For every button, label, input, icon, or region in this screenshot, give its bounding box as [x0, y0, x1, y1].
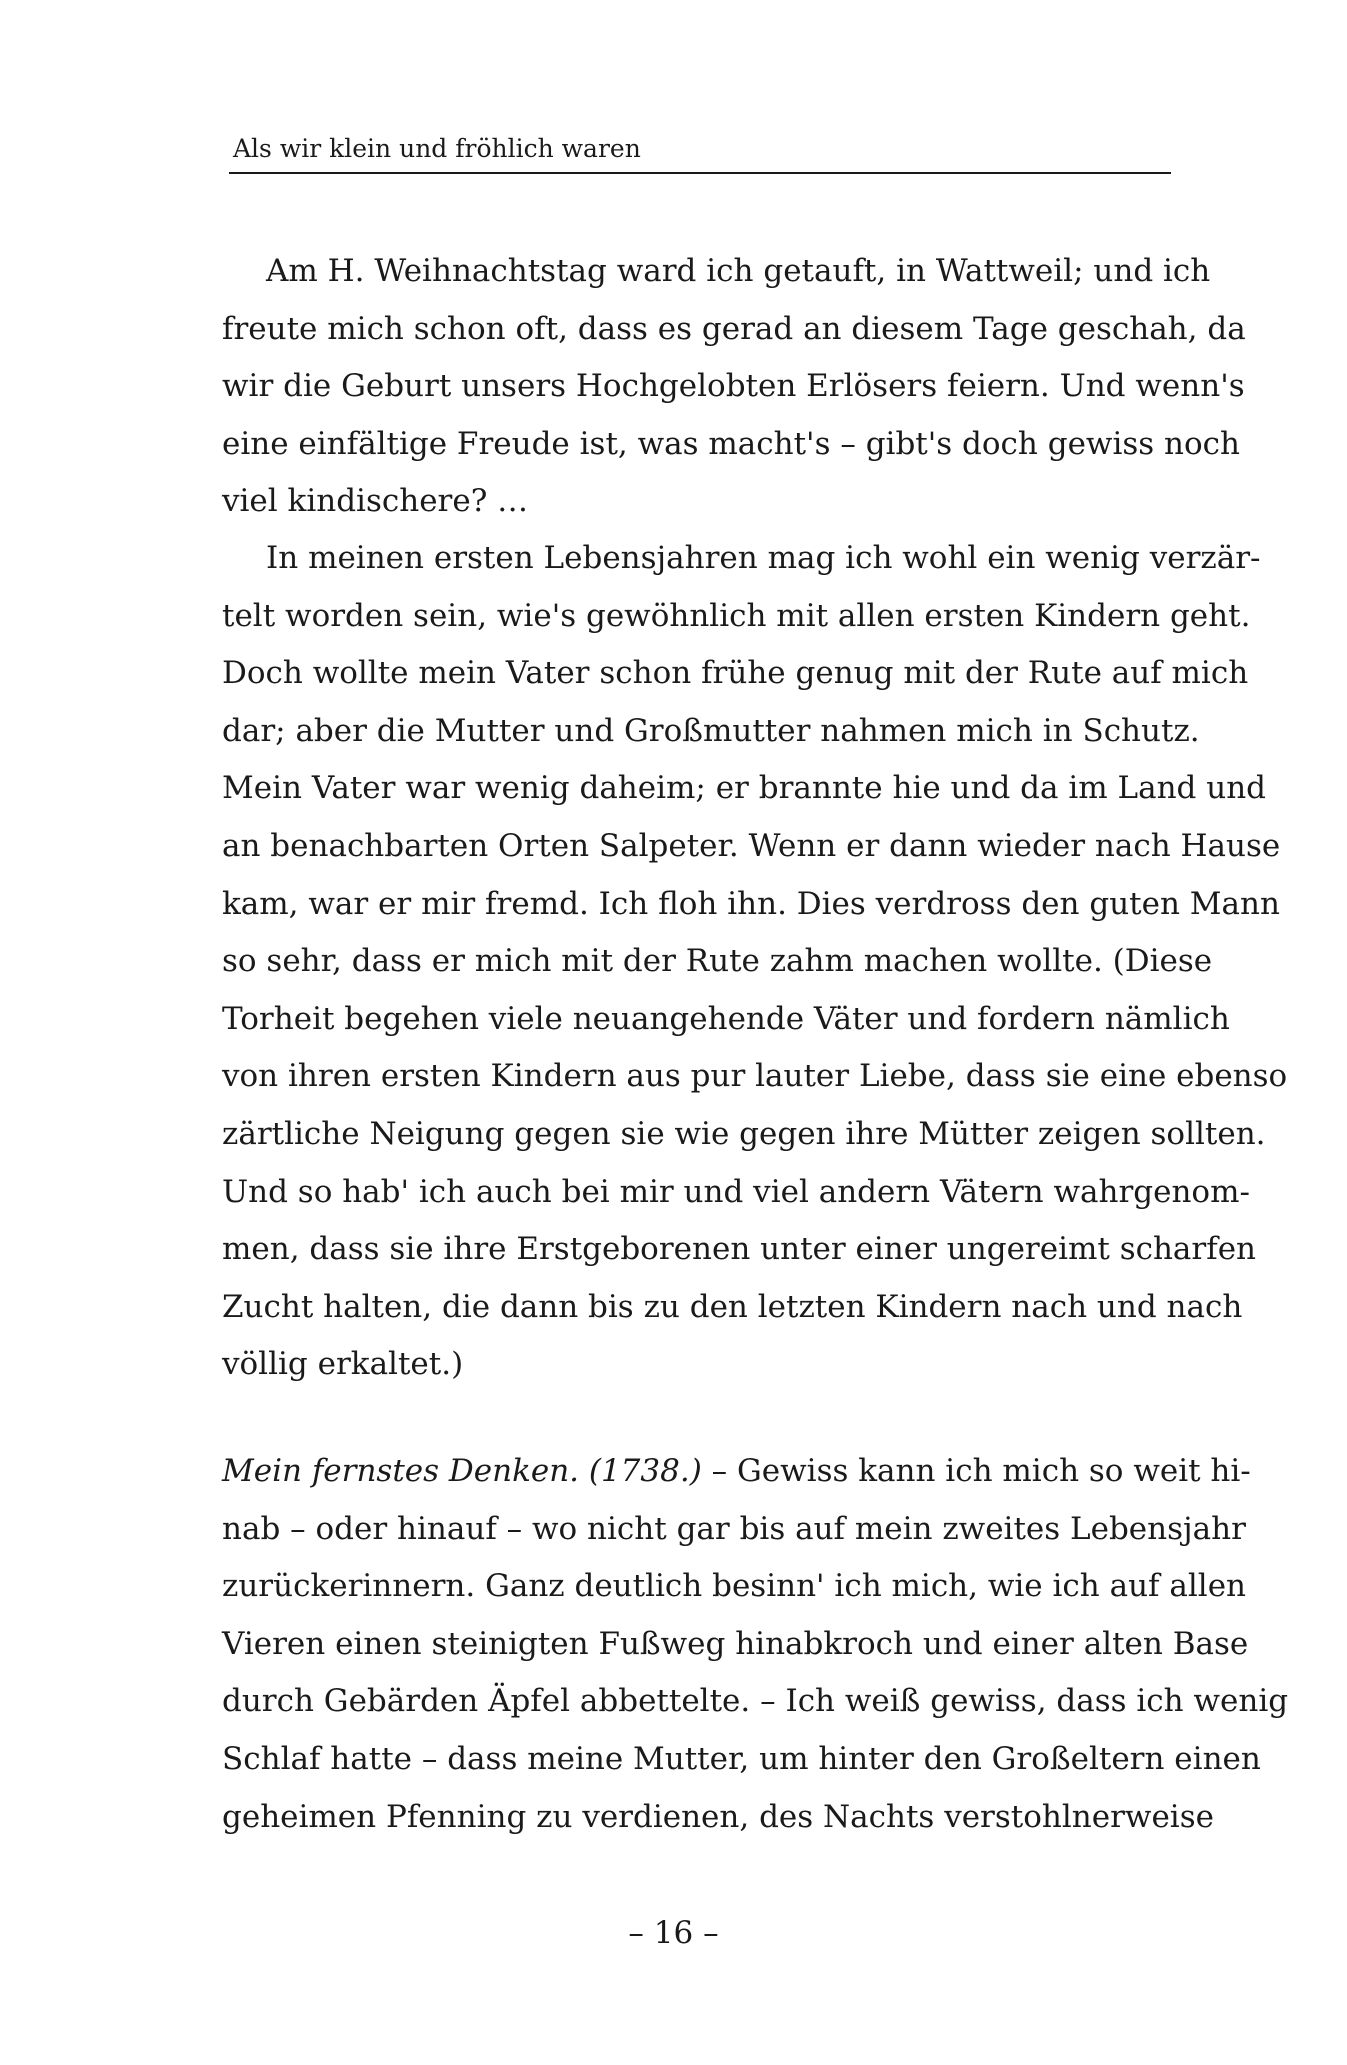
text-line [222, 1443, 1251, 1501]
text-line: Mein Vater war wenig daheim; er brannte hie und da im Land und [222, 770, 1267, 807]
text-line: an benachbarten Orten Salpeter. Wenn er dann wieder nach Hause [222, 827, 1281, 864]
text-line: Doch wollte mein Vater schon frühe genug mit der Rute auf mich [222, 655, 1249, 692]
paragraph-3 [222, 1443, 1289, 1846]
text-line: Torheit begehen viele neuangehende Väter und fordern nämlich [222, 1000, 1230, 1037]
paragraph-1 [222, 243, 1246, 531]
text-line: zurückerinnern. Ganz deutlich besinn' ich mich, wie ich auf allen [222, 1568, 1246, 1605]
text-line: geheimen Pfenning zu verdienen, des Nachts verstohlnerweise [222, 1798, 1214, 1835]
text-line: nab – oder hinauf – wo nicht gar bis auf mein zweites Lebensjahr [222, 1510, 1246, 1547]
text-line: freute mich schon oft, dass es gerad an diesem Tage geschah, da [222, 310, 1246, 347]
section-heading-italic: Mein fernstes Denken. (1738.) [222, 1453, 702, 1489]
text-line: Vieren einen steinigten Fußweg hinabkroch und einer alten Base [222, 1625, 1249, 1662]
text-line: völlig erkaltet.) [222, 1346, 464, 1383]
text-line: zärtliche Neigung gegen sie wie gegen ihre Mütter zeigen sollten. [222, 1115, 1266, 1152]
first-line-rest: – Gewiss kann ich mich so weit hi- [701, 1453, 1251, 1489]
page-number: – 16 – [628, 1915, 719, 1951]
text-line: durch Gebärden Äpfel abbettelte. – Ich weiß gewiss, dass ich wenig [222, 1683, 1289, 1720]
text-line: Und so hab' ich auch bei mir und viel andern Vätern wahrgenom- [222, 1173, 1250, 1210]
text-line: wir die Geburt unsers Hochgelobten Erlösers feiern. Und wenn's [222, 368, 1245, 405]
text-line: eine einfältige Freude ist, was macht's – gibt's doch gewiss noch [222, 425, 1240, 462]
running-header-title: Als wir klein und fröhlich waren [233, 134, 641, 163]
text-line: viel kindischere? … [222, 483, 529, 520]
text-line: von ihren ersten Kindern aus pur lauter Liebe, dass sie eine ebenso [222, 1058, 1288, 1095]
text-line: men, dass sie ihre Erstgeborenen unter einer ungereimt scharfen [222, 1231, 1257, 1268]
text-line: so sehr, dass er mich mit der Rute zahm machen wollte. (Diese [222, 943, 1213, 980]
text-line: Schlaf hatte – dass meine Mutter, um hinter den Großeltern einen [222, 1740, 1261, 1777]
running-header [229, 128, 1171, 174]
text-line: Am H. Weihnachtstag ward ich getauft, in Wattweil; und ich [266, 253, 1211, 289]
text-line: Zucht halten, die dann bis zu den letzten Kindern nach und nach [222, 1288, 1243, 1325]
text-line: telt worden sein, wie's gewöhnlich mit allen ersten Kindern geht. [222, 597, 1251, 634]
text-line: In meinen ersten Lebensjahren mag ich wohl ein wenig verzär- [266, 540, 1261, 576]
text-line: dar; aber die Mutter und Großmutter nahmen mich in Schutz. [222, 712, 1200, 749]
paragraph-2 [222, 530, 1288, 1394]
text-line: kam, war er mir fremd. Ich floh ihn. Dies verdross den guten Mann [222, 885, 1280, 922]
